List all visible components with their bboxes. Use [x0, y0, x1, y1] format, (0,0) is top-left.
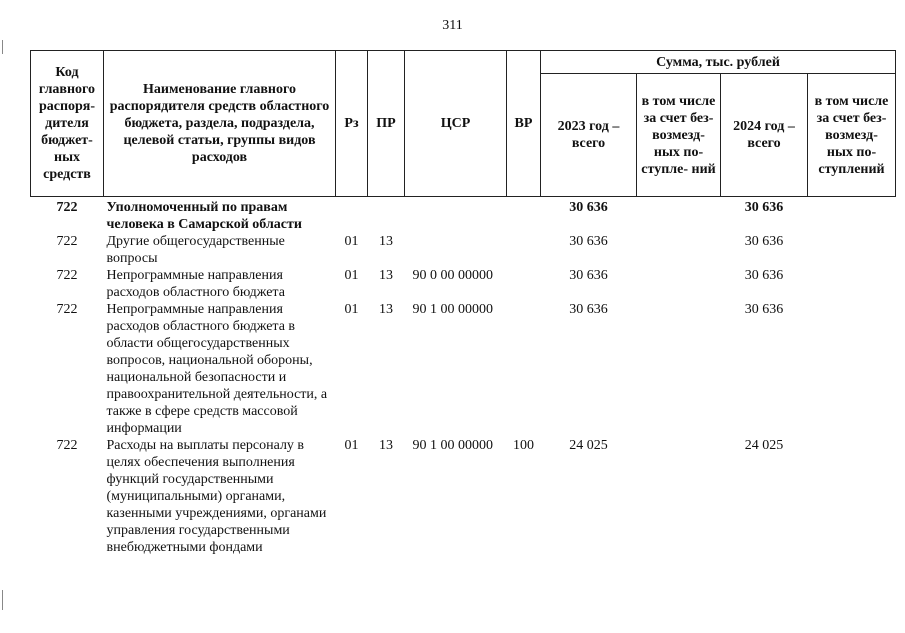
cell-vr: [507, 301, 541, 437]
cell-2023-total: 30 636: [569, 234, 608, 249]
header-name: Наименование главного распорядителя средств областного бюджета, раздела, подраздела, целевой статьи, группы видов расходов: [104, 51, 336, 197]
cell-code: 722: [56, 438, 78, 453]
header-sum-group: Сумма, тыс. рублей: [541, 51, 896, 74]
header-vr: ВР: [507, 51, 541, 197]
cell-2024-free: [808, 233, 896, 267]
table-row: [31, 301, 896, 437]
cell-2023-free: [637, 301, 721, 437]
header-rz: Рз: [336, 51, 368, 197]
cell-2024-total: 30 636: [744, 302, 784, 317]
cell-vr: [507, 267, 541, 301]
cell-2023-free: [637, 437, 721, 556]
cell-vr: [507, 233, 541, 267]
header-pr: ПР: [368, 51, 405, 197]
cell-rz: [336, 197, 368, 234]
cell-name: Расходы на выплаты персоналу в целях обеспечения выполнения функций государственными (муниципальными) органами, казенными учреждениями, органами управления государственными внебюджетными фондами: [106, 438, 327, 555]
table-row: [31, 233, 896, 267]
cell-2023-total: 30 636: [569, 200, 608, 215]
cell-2024-free: [808, 267, 896, 301]
cell-vr: 100: [513, 438, 534, 453]
cell-2023-free: [637, 267, 721, 301]
header-2024-free: в том числе за счет без- возмезд- ных по- ступлений: [808, 74, 896, 197]
cell-pr: 13: [379, 438, 393, 453]
cell-2023-total: 30 636: [569, 302, 608, 317]
header-code: Код главного распоря- дителя бюджет- ных средств: [31, 51, 104, 197]
cell-2024-total: 30 636: [744, 268, 784, 283]
table-row: [31, 437, 896, 556]
page-number: 311: [442, 18, 463, 33]
cell-name: Непрограммные направления расходов областного бюджета в области общегосударственных вопросов, национальной обороны, национальной безопасности и правоохранительной деятельности, а также в сфере средств массовой информации: [106, 302, 328, 436]
cell-name: Непрограммные направления расходов областного бюджета: [106, 268, 285, 300]
header-2023-free: в том числе за счет без- возмезд- ных по- ступле- ний: [637, 74, 721, 197]
cell-2024-free: [808, 301, 896, 437]
cell-rz: 01: [344, 268, 359, 283]
scan-edge-mark: [2, 40, 3, 54]
cell-csr: [405, 233, 507, 267]
cell-code: 722: [56, 268, 78, 283]
cell-rz: 01: [344, 234, 359, 249]
cell-code: 722: [56, 200, 78, 215]
cell-rz: 01: [344, 302, 359, 317]
cell-2024-free: [808, 197, 896, 234]
header-2023-total: 2023 год – всего: [541, 74, 637, 197]
cell-rz: 01: [344, 438, 359, 453]
cell-pr: 13: [379, 268, 393, 283]
cell-name: Уполномоченный по правам человека в Самарской области: [106, 200, 302, 232]
header-csr: ЦСР: [405, 51, 507, 197]
cell-csr: 90 0 00 00000: [412, 268, 493, 283]
cell-csr: 90 1 00 00000: [412, 302, 493, 317]
cell-2023-free: [637, 233, 721, 267]
cell-csr: [405, 197, 507, 234]
cell-2024-total: 24 025: [744, 438, 784, 453]
cell-pr: 13: [379, 302, 393, 317]
cell-2024-free: [808, 437, 896, 556]
budget-table: [30, 50, 896, 556]
header-2024-total: 2024 год – всего: [721, 74, 808, 197]
cell-2023-free: [637, 197, 721, 234]
cell-code: 722: [56, 234, 78, 249]
cell-2023-total: 24 025: [569, 438, 608, 453]
cell-name: Другие общегосударственные вопросы: [106, 234, 285, 266]
cell-code: 722: [56, 302, 78, 317]
cell-2024-total: 30 636: [744, 200, 784, 215]
scan-edge-mark: [2, 590, 3, 610]
table-row: [31, 267, 896, 301]
cell-vr: [507, 197, 541, 234]
cell-pr: [368, 197, 405, 234]
cell-2024-total: 30 636: [744, 234, 784, 249]
cell-pr: 13: [379, 234, 393, 249]
cell-csr: 90 1 00 00000: [412, 438, 493, 453]
table-row: [31, 197, 896, 234]
cell-2023-total: 30 636: [569, 268, 608, 283]
